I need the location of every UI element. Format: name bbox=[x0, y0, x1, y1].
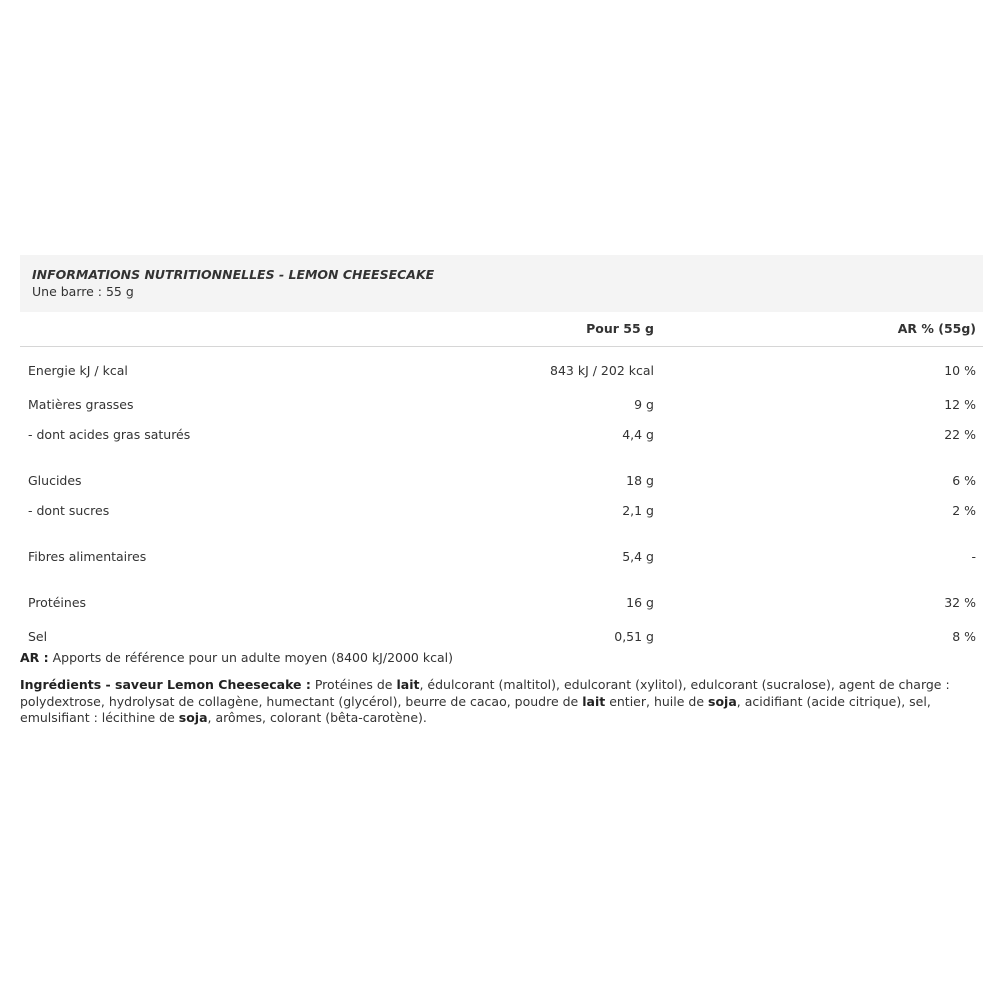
nutrient-label: Sel bbox=[28, 629, 48, 644]
portion-value: 5,4 g bbox=[622, 549, 654, 564]
table-row bbox=[20, 503, 983, 523]
ar-definition: Apports de référence pour un adulte moyen (8400 kJ/2000 kcal) bbox=[48, 650, 453, 665]
nutrition-panel bbox=[20, 255, 983, 644]
portion-value: 4,4 g bbox=[622, 427, 654, 442]
portion-value: 18 g bbox=[626, 473, 654, 488]
table-row bbox=[20, 427, 983, 447]
ingredient-text: entier, huile de bbox=[605, 693, 709, 709]
allergen: soja bbox=[178, 710, 208, 725]
ar-value: - bbox=[971, 549, 976, 564]
portion-value: 2,1 g bbox=[622, 503, 654, 518]
nutrient-label: Protéines bbox=[28, 595, 87, 610]
portion-value: 9 g bbox=[634, 397, 654, 412]
portion-value: 16 g bbox=[626, 595, 654, 610]
ar-value: 22 % bbox=[944, 427, 976, 442]
allergen: lait bbox=[396, 677, 420, 692]
nutrient-label: Glucides bbox=[28, 473, 82, 488]
allergen: lait bbox=[582, 693, 606, 709]
ar-value: 6 % bbox=[952, 473, 976, 488]
table-row bbox=[20, 473, 983, 493]
nutrient-label: Fibres alimentaires bbox=[28, 549, 147, 564]
table-row bbox=[20, 397, 983, 417]
ar-value: 8 % bbox=[952, 629, 976, 644]
ar-value: 32 % bbox=[944, 595, 976, 610]
nutrient-label: - dont sucres bbox=[28, 503, 110, 518]
table-row bbox=[20, 363, 983, 383]
ingredient-text: , édulcorant (maltitol), edulcorant (xylitol), edulcorant (sucralose), agent de charge : polydextrose, hydrolysat de collagène, humectant (glycérol), beurre de cacao, poudre de bbox=[20, 677, 950, 709]
nutrient-label: - dont acides gras saturés bbox=[28, 427, 191, 442]
ingredients-heading: Ingrédients - saveur Lemon Cheesecake : bbox=[20, 677, 311, 692]
nutrition-title: INFORMATIONS NUTRITIONNELLES - LEMON CHEESECAKE bbox=[32, 267, 435, 282]
nutrient-label: Matières grasses bbox=[28, 397, 134, 412]
ingredient-text: Protéines de bbox=[310, 677, 397, 692]
portion-value: 843 kJ / 202 kcal bbox=[550, 363, 654, 378]
table-row bbox=[20, 629, 983, 649]
ingredients-text bbox=[20, 677, 980, 727]
ar-value: 2 % bbox=[952, 503, 976, 518]
ar-abbreviation: AR : bbox=[20, 650, 49, 665]
column-header-portion: Pour 55 g bbox=[586, 321, 654, 336]
table-column-headers bbox=[20, 312, 983, 347]
table-row bbox=[20, 549, 983, 569]
allergen: soja bbox=[708, 693, 737, 709]
serving-size: Une barre : 55 g bbox=[32, 284, 134, 299]
nutrition-header bbox=[20, 255, 983, 312]
portion-value: 0,51 g bbox=[614, 629, 654, 644]
column-header-ar: AR % (55g) bbox=[897, 321, 976, 336]
nutrient-label: Energie kJ / kcal bbox=[28, 363, 128, 378]
ingredient-text: , acidifiant (acide citrique), sel, emulsifiant : lécithine de bbox=[20, 693, 931, 725]
ar-value: 10 % bbox=[944, 363, 976, 378]
ingredient-text: , arômes, colorant (bêta-carotène). bbox=[207, 710, 427, 725]
ar-value: 12 % bbox=[944, 397, 976, 412]
table-row bbox=[20, 595, 983, 615]
ar-footnote bbox=[20, 650, 980, 666]
